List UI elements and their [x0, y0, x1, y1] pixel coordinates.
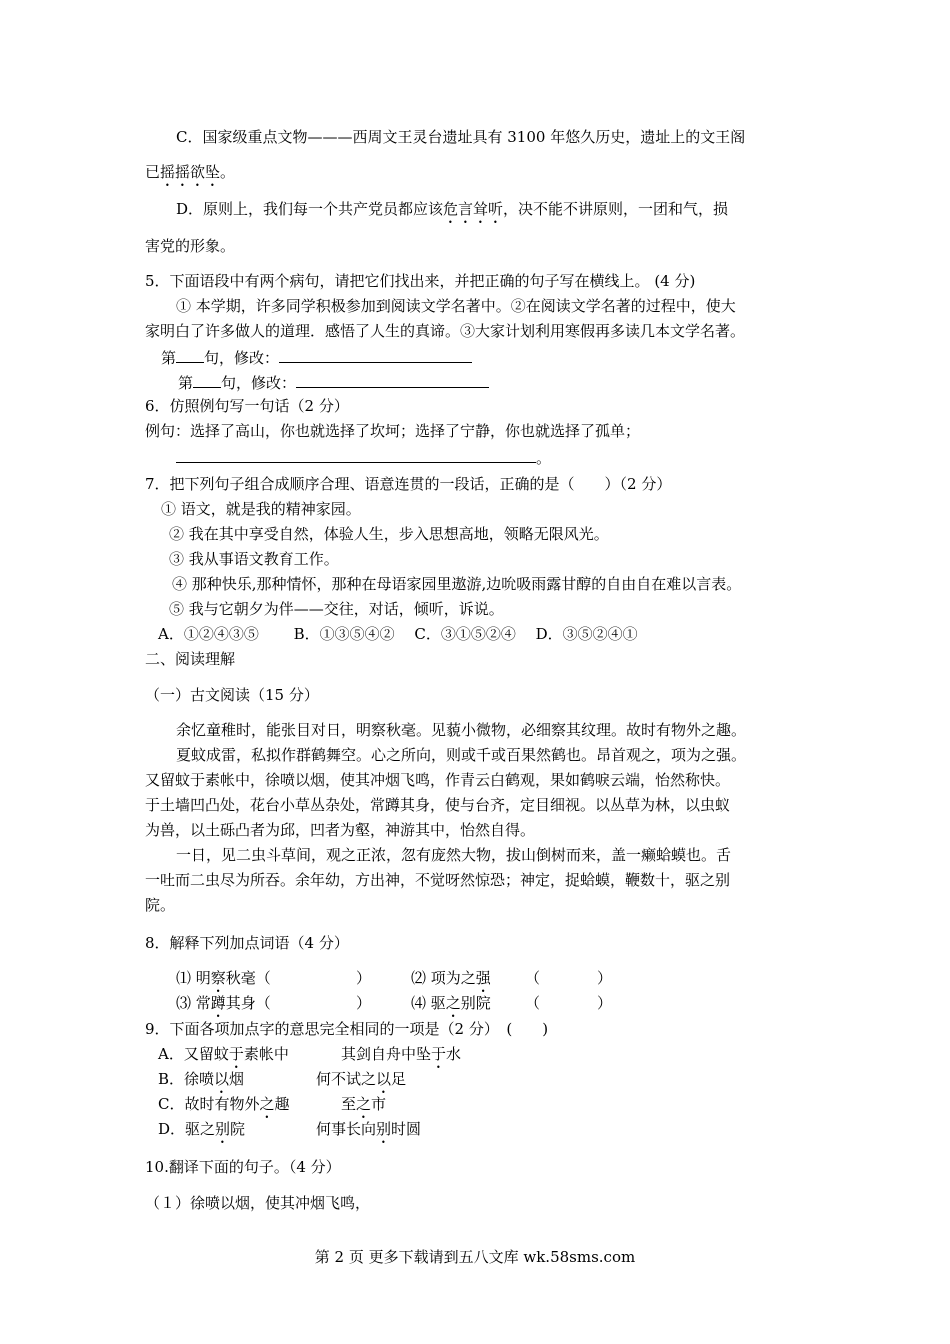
q5-paragraph-line2: 家明白了许多做人的道理．感悟了人生的真谛。③大家计划利用寒假再多读几本文学名著。 [145, 322, 746, 340]
q9-option-a-left: A．又留蚊于素帐中 [158, 1045, 289, 1063]
subsection-heading: （一）古文阅读（15 分） [145, 686, 319, 704]
emphasized-char: 以 [214, 1070, 230, 1088]
q4-option-c-line1: C．国家级重点文物———西周文王灵台遗址具有 3100 年悠久历史，遗址上的文王阁 [176, 128, 746, 146]
correction-blank[interactable] [296, 371, 489, 388]
q8-title: 8．解释下列加点词语（4 分） [145, 934, 349, 952]
passage-line: 余忆童稚时，能张目对日，明察秋毫。见藐小微物，必细察其纹理。故时有物外之趣。 [176, 721, 747, 739]
q8-item-3: ⑶ 常蹲其身（ [176, 994, 271, 1012]
q4-option-d-line1: D．原则上，我们每一个共产党员都应该危言耸听，决不能不讲原则，一团和气，损 [176, 200, 729, 218]
q4-option-c-line2: 已摇摇欲坠。 [145, 163, 236, 181]
q7-sentence-3: ③ 我从事语文教育工作。 [169, 550, 339, 568]
q8-item-2-close: ） [597, 969, 613, 987]
q8-item-2: ⑵ 项为之强 [411, 969, 491, 987]
q7-sentence-4: ④ 那种快乐,那种情怀，那种在母语家园里遨游,边吮吸雨露甘醇的自由自在难以言表。 [172, 575, 742, 593]
correction-blank[interactable] [279, 346, 472, 363]
q9-option-d-left: D．驱之别院 [158, 1120, 246, 1138]
q9-option-a-right: 其剑自舟中坠于水 [341, 1045, 462, 1063]
q8-item-4-open: （ [525, 994, 541, 1012]
sentence-number-blank[interactable] [176, 346, 204, 363]
q9-option-c-right: 至之市 [341, 1095, 387, 1113]
q5-answer-line-2: 第 句，修改： [178, 371, 489, 393]
q4-option-d-line2: 害党的形象。 [145, 237, 236, 255]
q7-sentence-5: ⑤ 我与它朝夕为伴——交往，对话，倾听，诉说。 [169, 600, 504, 618]
q9-option-c-left: C．故时有物外之趣 [158, 1095, 290, 1113]
emphasized-char: 于 [431, 1045, 447, 1063]
passage-line: 又留蚊于素帐中，徐喷以烟，使其冲烟飞鸣，作青云白鹤观，果如鹤唳云端，怡然称快。 [145, 771, 731, 789]
q10-sentence-1: （１）徐喷以烟，使其冲烟飞鸣， [145, 1194, 371, 1212]
q10-title: 10.翻译下面的句子。（4 分） [145, 1158, 341, 1176]
q9-option-d-right: 何事长向别时圆 [316, 1120, 422, 1138]
emphasized-char: 之 [259, 1095, 275, 1113]
section-heading: 二、阅读理解 [145, 650, 236, 668]
answer-blank[interactable] [176, 446, 536, 463]
q8-item-1: ⑴ 明察秋毫（ [176, 969, 271, 987]
emphasized-char: 于 [228, 1045, 244, 1063]
emphasized-phrase: 摇摇欲坠 [160, 163, 221, 181]
emphasized-char: 之 [356, 1095, 372, 1113]
q7-sentence-1: ① 语文，就是我的精神家园。 [161, 500, 361, 518]
q9-option-b-right: 何不试之以足 [316, 1070, 407, 1088]
q8-item-1-close: ） [356, 969, 372, 987]
q7-sentence-2: ② 我在其中享受自然，体验人生，步入思想高地，领略无限风光。 [169, 525, 609, 543]
emphasized-char: 蹲 [210, 994, 226, 1012]
passage-line: 夏蚊成雷，私拟作群鹤舞空。心之所向，则或千或百果然鹤也。昂首观之，项为之强。 [176, 746, 747, 764]
q9-title: 9．下面各项加点字的意思完全相同的一项是（2 分） ( ) [145, 1020, 549, 1038]
sentence-number-blank[interactable] [193, 371, 221, 388]
q6-title: 6．仿照例句写一句话（2 分） [145, 397, 349, 415]
q8-item-3-close: ） [356, 994, 372, 1012]
q8-item-2-open: （ [525, 969, 541, 987]
emphasized-char: 别 [215, 1120, 231, 1138]
emphasized-phrase: 危言耸听 [443, 200, 504, 218]
q9-option-b-left: B．徐喷以烟 [158, 1070, 245, 1088]
q8-item-4-close: ） [597, 994, 613, 1012]
q6-answer-line: 。 [176, 446, 551, 468]
emphasized-char: 之 [445, 994, 461, 1012]
emphasized-char: 别 [376, 1120, 392, 1138]
passage-line: 为兽，以土砾凸者为邱，凹者为壑，神游其中，怡然自得。 [145, 821, 536, 839]
passage-line: 院。 [145, 896, 176, 914]
q7-title: 7．把下列句子组合成顺序合理、语意连贯的一段话，正确的是（ ）（2 分） [145, 475, 672, 493]
q7-options: A．①②④③⑤ B．①③⑤④② C．③①⑤②④ D．③⑤②④① [158, 625, 638, 643]
q5-title: 5．下面语段中有两个病句，请把它们找出来，并把正确的句子写在横线上。 (4 分) [145, 272, 696, 290]
q8-item-4: ⑷ 驱之别院 [411, 994, 491, 1012]
passage-line: 一日，见二虫斗草间，观之正浓，忽有庞然大物，拔山倒树而来，盖一癞蛤蟆也。舌 [176, 846, 732, 864]
emphasized-char: 强 [475, 969, 491, 987]
passage-line: 一吐而二虫尽为所吞。余年幼，方出神，不觉呀然惊恐；神定，捉蛤蟆，鞭数十，驱之别 [145, 871, 731, 889]
q5-paragraph-line1: ① 本学期，许多同学积极参加到阅读文学名著中。②在阅读文学名著的过程中，使大 [176, 297, 736, 315]
emphasized-char: 察 [210, 969, 226, 987]
passage-line: 于土墙凹凸处，花台小草丛杂处，常蹲其身，使与台齐，定目细视。以丛草为林，以虫蚁 [145, 796, 731, 814]
page-footer: 第 2 页 更多下载请到五八文库 wk.58sms.com [314, 1248, 636, 1266]
emphasized-char: 以 [376, 1070, 392, 1088]
q6-example: 例句：选择了高山，你也就选择了坎坷；选择了宁静，你也就选择了孤单； [145, 422, 641, 440]
q5-answer-line-1: 第 句，修改： [161, 346, 472, 368]
